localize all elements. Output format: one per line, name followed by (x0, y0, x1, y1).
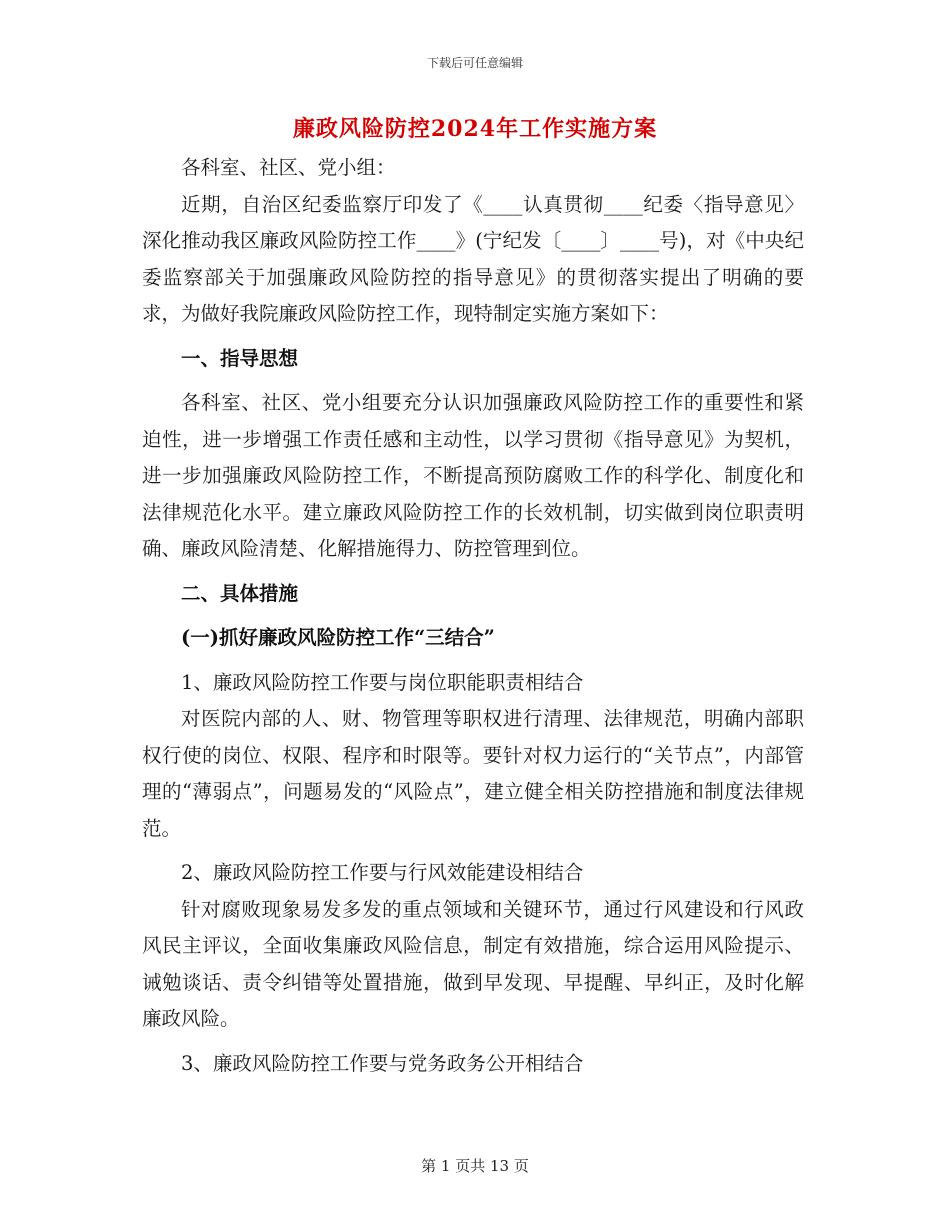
section-heading-specific-measures: 二、具体措施 (181, 581, 299, 605)
subsection-heading-three-combinations: (一)抓好廉政风险防控工作“三结合” (181, 626, 495, 649)
header-note: 下载后可任意编辑 (426, 56, 523, 70)
salutation: 各科室、社区、党小组： (181, 156, 396, 179)
item-paragraph-1: 对医院内部的人、财、物管理等职权进行清理、法律规范，明确内部职权行使的岗位、权限、程序和时限等。要针对权力运行的“关节点”，内部管理的“薄弱点”，问题易发的“风险点”，建立健全相关防控措施和制度法律规范。 (142, 707, 804, 840)
item-heading-3: 3、廉政风险防控工作要与党务政务公开相结合 (181, 1051, 584, 1075)
page-footer: 第 1 页共 13 页 (421, 1157, 529, 1175)
item-heading-2: 2、廉政风险防控工作要与行风效能建设相结合 (181, 861, 584, 884)
document-body (142, 150, 804, 1082)
intro-paragraph: 近期，自治区纪委监察厅印发了《____认真贯彻____纪委〈指导意见〉深化推动我区廉政风险防控工作____》(宁纪发〔____〕____号)，对《中央纪委监察部关于加强廉政风险防控的指导意见》的贯彻落实提出了明确的要求，为做好我院廉政风险防控工作，现特制定实施方案如下： (142, 192, 804, 325)
document-title: 廉政风险防控2024年工作实施方案 (292, 116, 658, 142)
item-paragraph-2: 针对腐败现象易发多发的重点领域和关键环节，通过行风建设和行风政风民主评议，全面收集廉政风险信息，制定有效措施，综合运用风险提示、诫勉谈话、责令纠错等处置措施，做到早发现、早提醒、早纠正，及时化解廉政风险。 (142, 897, 804, 1030)
item-heading-1: 1、廉政风险防控工作要与岗位职能职责相结合 (181, 670, 584, 694)
guiding-ideology-paragraph: 各科室、社区、党小组要充分认识加强廉政风险防控工作的重要性和紧迫性，进一步增强工作责任感和主动性，以学习贯彻《指导意见》为契机，进一步加强廉政风险防控工作，不断提高预防腐败工作的科学化、制度化和法律规范化水平。建立廉政风险防控工作的长效机制，切实做到岗位职责明确、廉政风险清楚、化解措施得力、防控管理到位。 (142, 391, 804, 560)
section-heading-guiding-ideology: 一、指导思想 (181, 346, 299, 370)
